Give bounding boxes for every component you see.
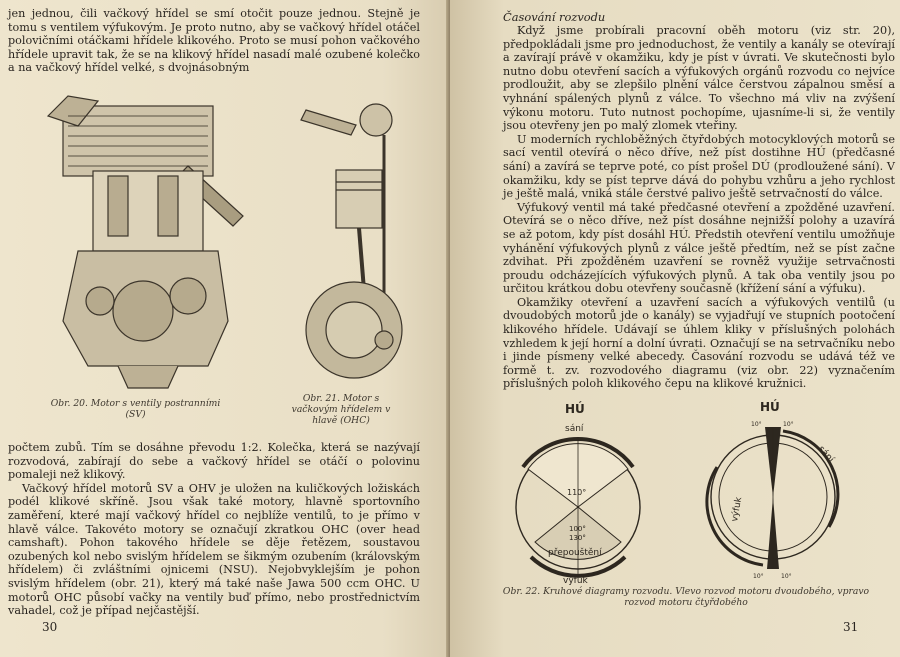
left-bottom-paragraph-2: Vačkový hřídel motorů SV a OHV je uložen na kuličkových ložiskách podél klikové skříně. Jsou však také motory, hlavně sportovního zaměření, které mají vačkový hřídel co nejblíže ventilů, to je přímo v hlavě válce. Takovéto motory se označují zkratkou OHC (over head camshaft). Pohon takového hřídele se děje řetězem, soustavou ozubených kol nebo svislým hřídelem se šikmým ozubením (královským hřídelem) či zvláštními ojnicemi (NSU). Nejobvyklejším je pohon svislým hřídelem (obr. 21), který má také naše Jawa 500 ccm OHC. U motorů OHC působí vačky na ventily buď přímo, nebo prostřednictvím vahadel, což je případ nejčastější. (8, 481, 420, 618)
figure-22-timing-diagrams (503, 397, 873, 587)
left-bottom-paragraph-1: počtem zubů. Tím se dosáhne převodu 1:2. Kolečka, která se nazývají rozvodová, zabírají do sebe a vačkový hřídel se otáčí o polovinu pomaleji než klikový. (8, 441, 420, 482)
section-title: Časování rozvodu (503, 10, 606, 24)
figure-20-sv-engine-illustration (38, 76, 250, 392)
right-vyfuk-label: výfuk (730, 496, 745, 523)
left-bottom-text (8, 441, 420, 618)
angle-110-label: 110° (567, 488, 587, 497)
page-number-right: 31 (843, 620, 859, 634)
right-sani-label: sání (815, 444, 836, 465)
left-top-text (8, 7, 420, 75)
right-paragraph-3: Výfukový ventil má také předčasné otevření a zpožděné uzavření. Otevírá se o něco dříve, než píst dosáhne nejnižší polohy a uzavírá se až potom, kdy píst dosáhl HÚ. Předstih otevření ventilu umožňuje vyhánění výfukových plynů z válce ještě předtím, než se píst začne zdvihat. Při zpožděném uzavření se rovněž využije setrvačnosti proudu odcházejících výfukových plynů. A tak oba ventily jsou po určitou krátkou dobu otevřeny současně (křížení sání a výfuku). (503, 200, 895, 296)
angle-10-label-b: 10° (783, 421, 794, 428)
page-number-left: 30 (42, 620, 58, 634)
two-stroke-diagram (516, 401, 640, 586)
angle-10-label-d: 10° (781, 573, 792, 580)
right-page (450, 0, 900, 657)
right-paragraph-1: Když jsme probírali pracovní oběh motoru (viz str. 20), předpokládali jsme pro jednoduchost, že ventily a kanály se otevírají a zavírají právě v okamžiku, kdy je píst v úvrati. Ve skutečnosti bylo nutno dobu otevření sacích a výfukových orgánů rozvodu co nejvíce prodloužit, aby se zlepšilo plnění válce čerstvou zápalnou směsí a vyhnání spálených plynů z válce. To všechno má vliv na zvýšení výkonu motoru. Tuto nutnost pochopíme, ujasníme-li si, že ventily jsou otevřeny jen po malý zlomek vteřiny. (503, 24, 895, 133)
right-paragraph-2: U moderních rychloběžných čtyřdobých motocyklových motorů se sací ventil otevírá o něco dříve, než píst dostihne HÚ (předčasné sání) a zavírá se teprve poté, co píst prošel DÚ (prodloužené sání). V okamžiku, kdy se píst teprve dává do pohybu vzhůru a jeho rychlost je ještě malá, vniká stále čerstvé palivo ještě setrvačností do válce. (503, 132, 895, 201)
angle-100-label: 100° (569, 525, 586, 533)
right-hu-label: HÚ (760, 400, 780, 414)
angle-130-label: 130° (569, 534, 586, 542)
left-vyfuk-label: výfuk (563, 576, 588, 586)
left-hu-label: HÚ (565, 402, 585, 416)
figure-20-caption: Obr. 20. Motor s ventily postranními (SV) (50, 398, 221, 420)
angle-10-label-a: 10° (751, 421, 762, 428)
right-text (503, 24, 895, 391)
figure-22-caption: Obr. 22. Kruhové diagramy rozvodu. Vlevo rozvod motoru dvoudobého, vpravo rozvod motoru čtyřdobého (502, 586, 870, 608)
prepousteni-label: přepouštění (548, 548, 602, 558)
left-sani-label: sání (565, 424, 584, 434)
four-stroke-diagram (707, 399, 838, 580)
figure-21-caption: Obr. 21. Motor s vačkovým hřídelem v hlavě (OHC) (291, 393, 391, 426)
angle-10-label-c: 10° (753, 573, 764, 580)
right-paragraph-4: Okamžiky otevření a uzavření sacích a výfukových ventilů (u dvoudobých motorů jde o kanály) se vyjadřují ve stupních pootočení klikového hřídele. Udávají se úhlem kliky v příslušných polohách vzhledem k její horní a dolní úvrati. Označují se na setrvačníku nebo i jinde písmeny velké abecedy. Časování rozvodu se udává též ve formě t. zv. rozvodového diagramu (viz obr. 22) vyznačením příslušných poloh klikového čepu na klikové kružnici. (503, 295, 895, 391)
figure-21-ohc-engine-illustration (296, 90, 418, 390)
left-top-paragraph: jen jednou, čili vačkový hřídel se smí otočit pouze jednou. Stejně je tomu s ventilem výfukovým. Je proto nutno, aby se vačkový hřídel otáčel polovičními otáčkami hřídele klikového. Proto se musí pohon vačkového hřídele upravit tak, že se na klikový hřídel nasadí malé ozubené kolečko a na vačkový hřídel velké, s dvojnásobným (8, 7, 420, 75)
